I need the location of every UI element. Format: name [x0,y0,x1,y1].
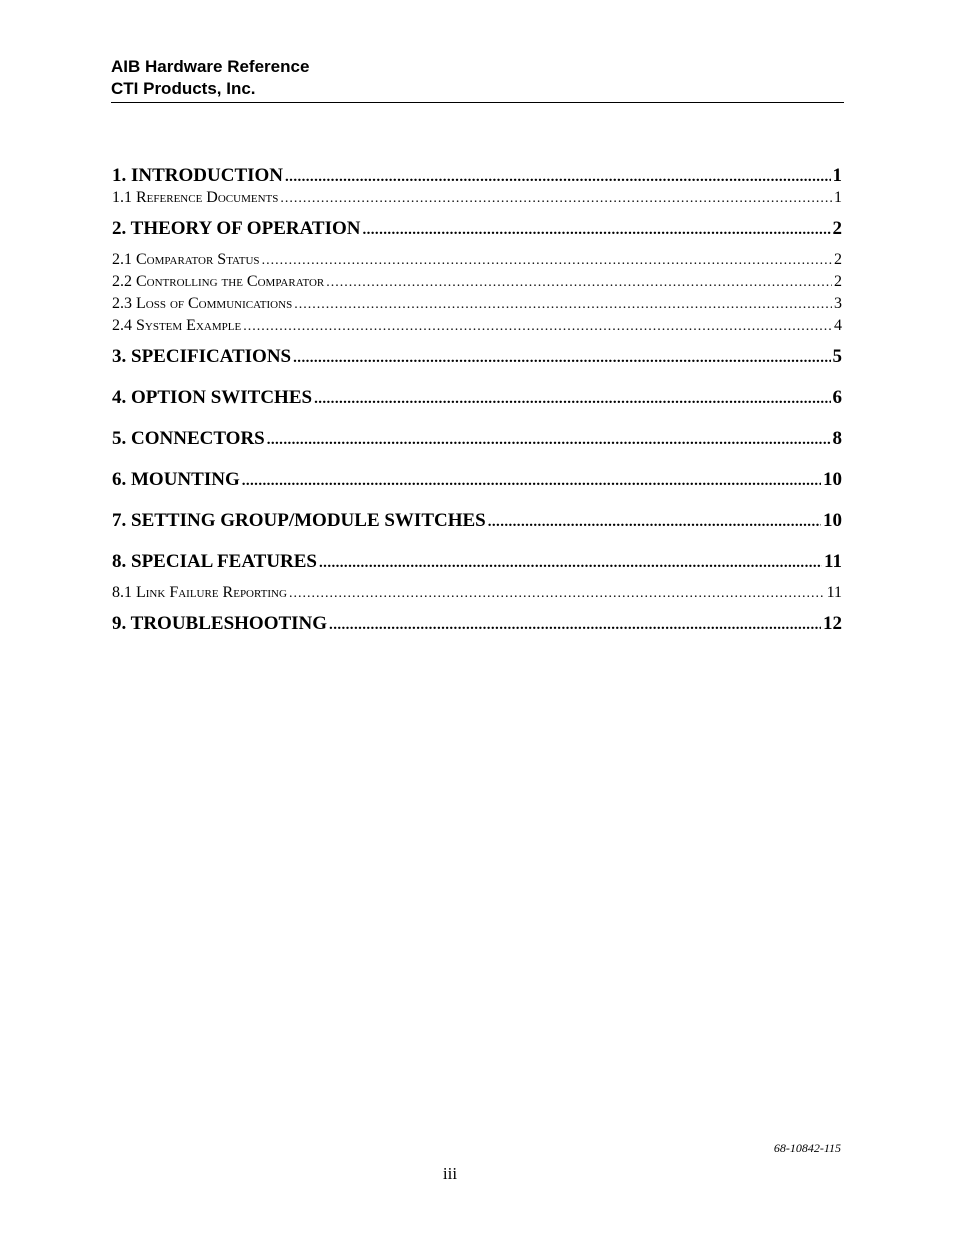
toc-entry-page: 1 [834,189,842,206]
toc-entry-page: 8 [832,428,842,449]
toc-entry-page: 10 [823,510,842,531]
toc-entry-title: 1.1 Reference Documents [112,189,279,206]
toc-dot-leader [280,188,832,209]
toc-entry-link-failure-reporting[interactable] [112,582,842,604]
toc-dot-leader [293,347,830,368]
toc-entry-special-features[interactable] [112,551,842,573]
toc-entry-title: 9. TROUBLESHOOTING [112,613,328,634]
toc-entry-setting-group-module-switches[interactable] [112,510,842,532]
toc-dot-leader [243,316,832,337]
toc-entry-page: 2 [832,218,842,239]
toc-entry-title: 8.1 Link Failure Reporting [112,584,287,601]
toc-entry-title: 1. INTRODUCTION [112,165,284,186]
toc-dot-leader [362,219,830,240]
toc-entry-connectors[interactable] [112,428,842,450]
toc-entry-page: 1 [832,165,842,186]
toc-entry-title: 2.3 Loss of Communications [112,295,293,312]
header-divider [111,102,844,103]
document-number: 68-10842-115 [773,1141,841,1155]
toc-entry-page: 5 [832,346,842,367]
toc-entry-system-example[interactable] [112,315,842,337]
toc-entry-controlling-the-comparator[interactable] [112,271,842,293]
toc-entry-page: 3 [834,295,842,312]
toc-entry-page: 2 [834,273,842,290]
toc-entry-reference-documents[interactable] [112,187,842,209]
toc-entry-introduction[interactable] [112,165,842,187]
toc-entry-page: 12 [823,613,842,634]
company-name: CTI Products, Inc. [111,79,256,98]
toc-dot-leader [326,272,832,293]
toc-entry-title: 8. SPECIAL FEATURES [112,551,318,572]
toc-dot-leader [329,614,821,635]
toc-entry-page: 11 [824,551,842,572]
toc-dot-leader [294,294,832,315]
toc-entry-specifications[interactable] [112,346,842,368]
toc-entry-title: 6. MOUNTING [112,469,240,490]
toc-dot-leader [289,583,825,604]
toc-entry-page: 2 [834,251,842,268]
toc-entry-title: 2.1 Comparator Status [112,251,260,268]
toc-dot-leader [242,470,821,491]
toc-entry-option-switches[interactable] [112,387,842,409]
running-header [111,56,844,100]
page-number: iii [442,1164,458,1183]
toc-entry-title: 7. SETTING GROUP/MODULE SWITCHES [112,510,486,531]
toc-dot-leader [488,511,821,532]
toc-entry-mounting[interactable] [112,469,842,491]
toc-entry-title: 2. THEORY OF OPERATION [112,218,361,239]
toc-dot-leader [267,429,831,450]
toc-dot-leader [285,166,830,187]
toc-entry-troubleshooting[interactable] [112,613,842,635]
toc-dot-leader [319,552,822,573]
toc-dot-leader [262,250,832,271]
toc-entry-page: 10 [823,469,842,490]
toc-entry-title: 5. CONNECTORS [112,428,265,449]
toc-entry-loss-of-communications[interactable] [112,293,842,315]
toc-entry-theory-of-operation[interactable] [112,218,842,240]
toc-entry-page: 11 [826,584,842,601]
toc-entry-page: 4 [834,317,842,334]
table-of-contents [112,165,842,635]
toc-entry-title: 2.2 Controlling the Comparator [112,273,325,290]
toc-entry-page: 6 [832,387,842,408]
toc-dot-leader [314,388,830,409]
toc-entry-title: 4. OPTION SWITCHES [112,387,313,408]
toc-entry-title: 2.4 System Example [112,317,242,334]
toc-entry-title: 3. SPECIFICATIONS [112,346,292,367]
document-title: AIB Hardware Reference [111,57,310,76]
toc-entry-comparator-status[interactable] [112,249,842,271]
